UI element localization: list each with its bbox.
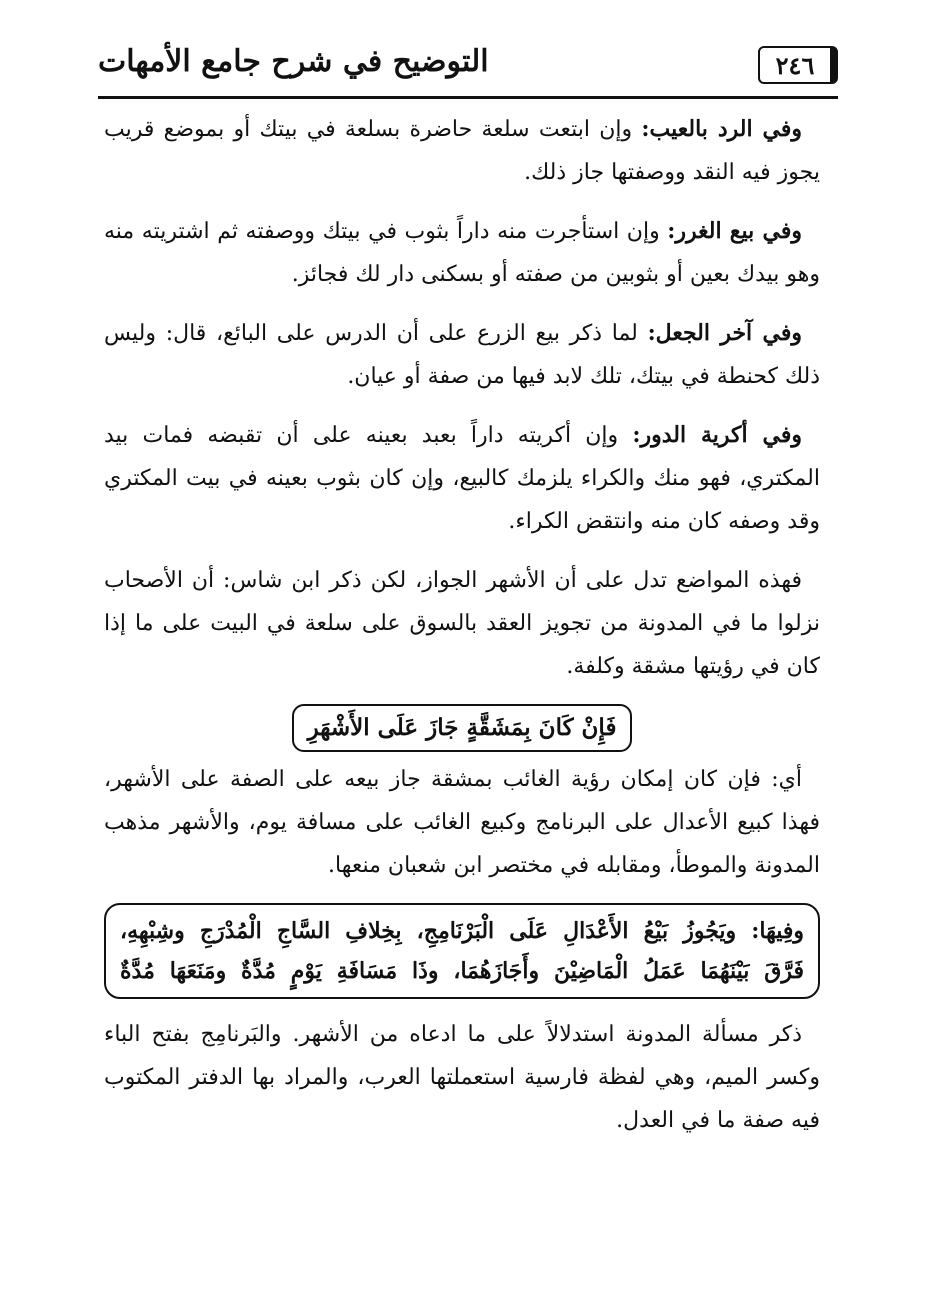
header-rule [98, 96, 838, 99]
sharh-1: أي: فإن كان إمكان رؤية الغائب بمشقة جاز بيعه على الصفة على الأشهر، فهذا كبيع الأعدال على البرنامج وكبيع الغائب على مسافة يوم، والأشهر مذهب المدونة والموطأ، ومقابله في مختصر ابن شعبان منعها. [104, 767, 820, 878]
page-body [104, 108, 820, 1158]
page-header [98, 38, 838, 98]
paragraph-al-jual [104, 312, 820, 398]
matn-box-1: فَإِنْ كَانَ بِمَشَقَّةٍ جَازَ عَلَى الأَشْهَرِ [292, 704, 633, 752]
paragraph-lead: وفي الرد بالعيب: [641, 116, 802, 142]
matn-line-1: وفِيهَا: ويَجُوزُ بَيْعُ الأَعْدَالِ عَلَى الْبَرْنَامِجِ، بِخِلافِ السَّاجِ الْمُدْرَجِ وشِبْهِهِ، [120, 918, 804, 944]
sharh-2: ذكر مسألة المدونة استدلالاً على ما ادعاه من الأشهر. والبَرنامِج بفتح الباء وكسر الميم، وهي لفظة فارسية استعملتها العرب، والمراد بها الدفتر المكتوب فيه صفة ما في العدل. [104, 1022, 820, 1133]
paragraph-bay-al-gharar [104, 210, 820, 296]
matn-box-2 [104, 903, 820, 999]
paragraph-text: وإن أكريته داراً بعبد بعينه على أن تقبضه فمات بيد المكتري، فهو منك والكراء يلزمك كالبيع، وإن كان بثوب بعينه في بيت المكتري وقد وصفه كان منه وانتقض الكراء. [104, 423, 820, 534]
paragraph-radd-bil-ayb [104, 108, 820, 194]
paragraph-ibn-shas [104, 559, 820, 688]
paragraph-lead: وفي بيع الغرر: [667, 218, 802, 244]
paragraph-akriyat-al-dur [104, 414, 820, 543]
paragraph-text: فهذه المواضع تدل على أن الأشهر الجواز، لكن ذكر ابن شاس: أن الأصحاب نزلوا ما في المدونة من تجويز العقد بالسوق على سلعة في البيت على ما إذا كان في رؤيتها مشقة وكلفة. [104, 568, 820, 679]
paragraph-text: لما ذكر بيع الزرع على أن الدرس على البائع، قال: وليس ذلك كحنطة في بيتك، تلك لابد فيها من صفة أو عيان. [104, 321, 820, 389]
paragraph-lead: وفي آخر الجعل: [647, 320, 803, 346]
page-number: ٢٤٦ [758, 46, 838, 84]
paragraph-lead: وفي أكرية الدور: [632, 422, 802, 448]
matn-line-2: فَرَّقَ بَيْنَهُمَا عَمَلُ الْمَاضِيْنَ وأَجَازَهُمَا، وذَا مَسَافَةِ يَوْمٍ مُدَّةٌ ومَنَعَهَا مُدَّةٌ [120, 958, 804, 984]
paragraph-text: وإن ابتعت سلعة حاضرة بسلعة في بيتك أو بموضع قريب يجوز فيه النقد ووصفتها جاز ذلك. [104, 117, 820, 185]
matn-box-container [104, 704, 820, 752]
running-title: التوضيح في شرح جامع الأمهات [98, 44, 489, 79]
paragraph-text: وإن استأجرت منه داراً بثوب في بيتك ووصفته ثم اشتريته منه وهو بيدك بعين أو بثوبين من صفته أو بسكنى دار لك فجائز. [104, 219, 820, 287]
